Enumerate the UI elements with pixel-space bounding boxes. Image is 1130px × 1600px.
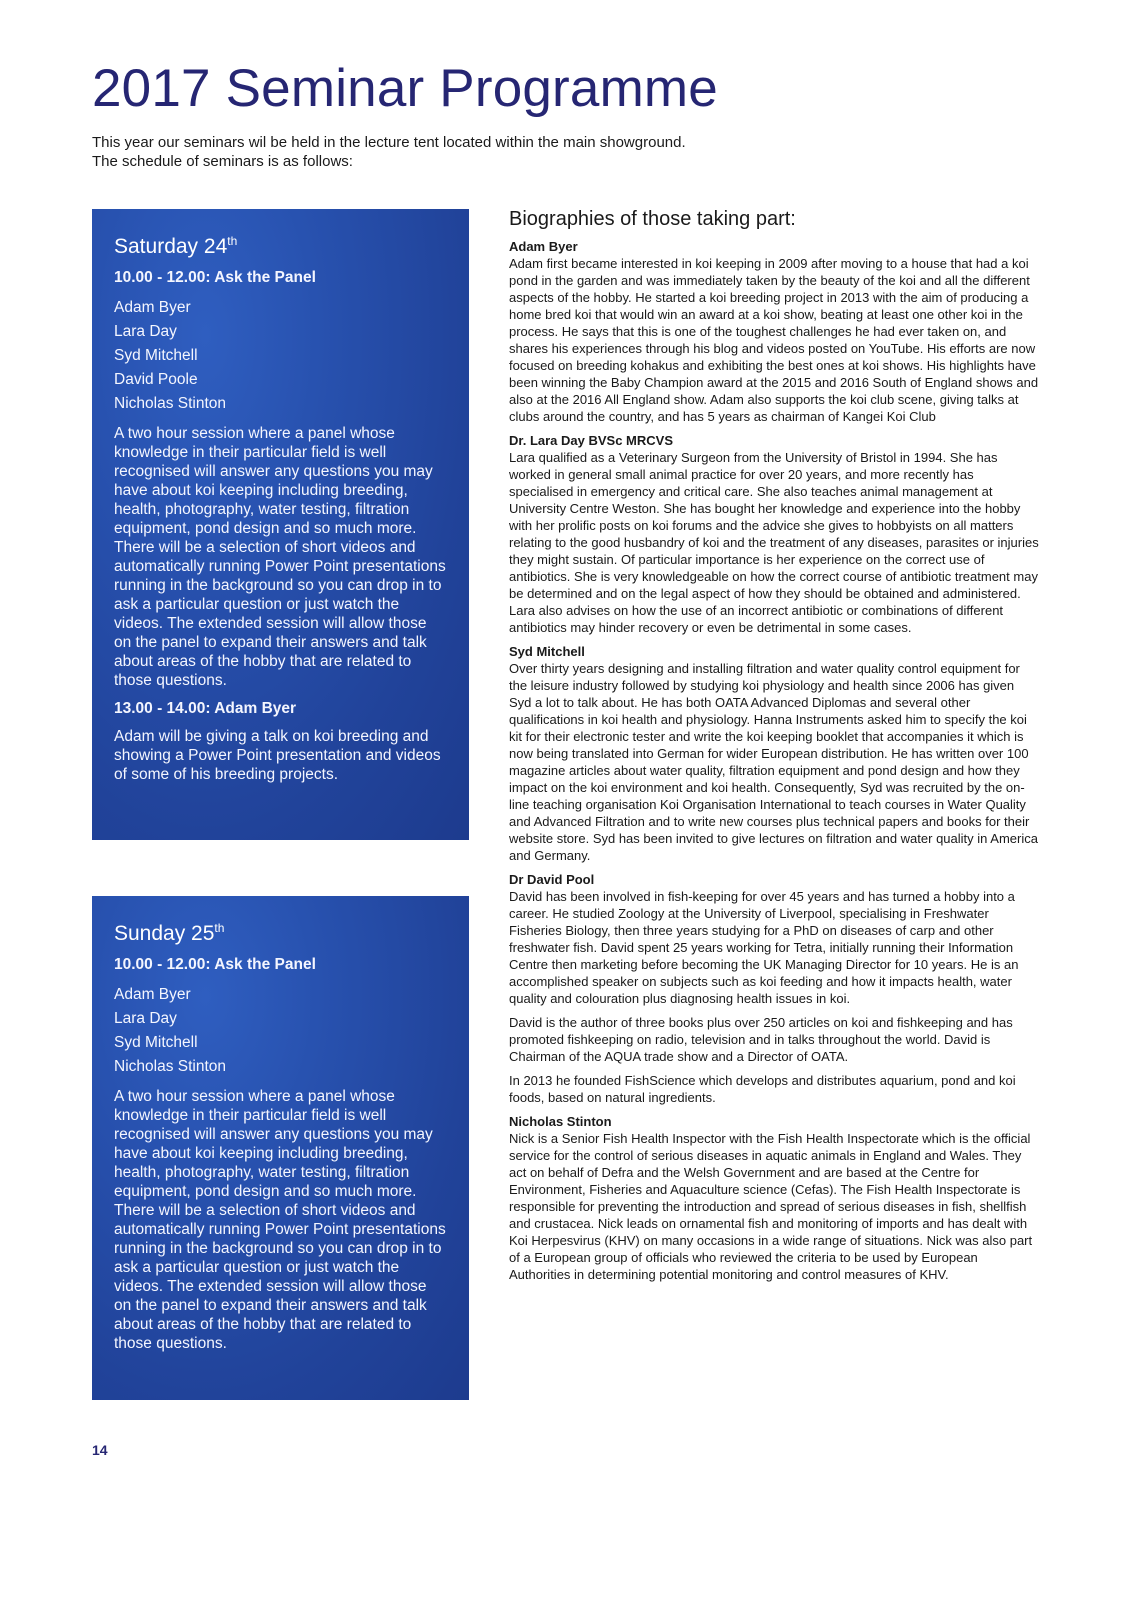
bio-syd-mitchell (509, 643, 1039, 864)
speaker-item: Lara Day (114, 323, 177, 340)
bio-lara-day (509, 432, 1039, 636)
speaker-item: Adam Byer (114, 986, 191, 1003)
intro-line-1: This year our seminars wil be held in the lecture tent located within the main showground. (92, 134, 686, 151)
bio-name: Dr David Pool (509, 872, 595, 887)
speaker-item: Nicholas Stinton (114, 395, 227, 412)
saturday-heading (114, 234, 447, 260)
sunday-session-1-description: A two hour session where a panel whose knowledge in their particular field is well recognised will answer any questions you may have about koi keeping including breeding, health, photography, water testing, filtration equipment, pond design and so much more. There will be a selection of short videos and automatically running Power Point presentations running in the background so you can drop in to ask a particular question or just watch the videos. The extended session will allow those on the panel to expand their answers and talk about areas of the hobby that are related to those questions. (114, 1088, 446, 1352)
saturday-session-1-description: A two hour session where a panel whose knowledge in their particular field is well recognised will answer any questions you may have about koi keeping including breeding, health, photography, water testing, filtration equipment, pond design and so much more. There will be a selection of short videos and automatically running Power Point presentations running in the background so you can drop in to ask a particular question or just watch the videos. The extended session will allow those on the panel to expand their answers and talk about areas of the hobby that are related to those questions. (114, 425, 446, 689)
bio-name: Dr. Lara Day BVSc MRCVS (509, 433, 674, 448)
bio-adam-byer (509, 238, 1039, 425)
speaker-item: Lara Day (114, 1010, 177, 1027)
sunday-schedule-panel (92, 896, 469, 1400)
saturday-session-2-heading: 13.00 - 14.00: Adam Byer (114, 700, 297, 717)
intro-line-2: The schedule of seminars is as follows: (92, 153, 353, 170)
page-title: 2017 Seminar Programme (92, 59, 718, 118)
bio-name: Syd Mitchell (509, 644, 585, 659)
speaker-item: Nicholas Stinton (114, 1058, 227, 1075)
saturday-session-1-heading: 10.00 - 12.00: Ask the Panel (114, 269, 316, 286)
intro-text (92, 133, 892, 171)
sunday-day-suffix: th (214, 921, 225, 935)
bio-text: David has been involved in fish-keeping for over 45 years and has turned a hobby into a career. He studied Zoology at the University of Liverpool, specialising in Freshwater Fisheries Biology, then three years studying for a PhD on diseases of carp and other freshwater fish. David spent 25 years working for Tetra, initially running their Information Centre then marketing before becoming the UK Managing Director for 10 years. He is an accomplished speaker on subjects such as koi feeding and how it impacts health, water quality and colouration plus diagnosing health issues in koi. (509, 889, 1019, 1006)
saturday-day-label: Saturday 24 (114, 235, 228, 258)
bio-text: Nick is a Senior Fish Health Inspector with the Fish Health Inspectorate which is the official service for the control of serious diseases in aquatic animals in England and Wales. They act on behalf of Defra and the Welsh Government and are based at the Centre for Environment, Fisheries and Aquaculture science (Cefas). The Fish Health Inspectorate is responsible for preventing the introduction and spread of serious diseases in fish, shellfish and crustacea. Nick leads on ornamental fish and monitoring of imports and has dealt with Koi Herpesvirus (KHV) on many occasions in a wide range of situations. Nick was also part of a European group of officials who reviewed the criteria to be used by European Authorities in determining potential monitoring and control measures of KHV. (509, 1131, 1033, 1282)
saturday-schedule-panel (92, 209, 469, 840)
bio-text: Over thirty years designing and installing filtration and water quality control equipment for the leisure industry followed by studying koi physiology and health since 2006 has given Syd a lot to talk about. He has both OATA Advanced Diplomas and several other qualifications in koi health and physiology. Hanna Instruments asked him to specify the koi kit for their electronic tester and write the koi keeping booklet that accompanies it which is now being translated into German for wider European distribution. He has written over 100 magazine articles about water quality, filtration equipment and pond design and how they impact on the koi environment and koi health. Consequently, Syd was recruited by the on-line teaching organisation Koi Organisation International to teach courses in Water Quality and Advanced Filtration and to write new courses plus technical papers and books for their website store. Syd has been invited to give lectures on filtration and water quality in America and Germany. (509, 661, 1038, 863)
biographies-heading: Biographies of those taking part: (509, 208, 796, 230)
speaker-item: Syd Mitchell (114, 347, 198, 364)
biographies-section (509, 206, 1039, 1290)
bio-nicholas-stinton (509, 1113, 1039, 1283)
bio-text: Adam first became interested in koi keeping in 2009 after moving to a house that had a koi pond in the garden and was immediately taken by the beauty of the koi and all the different aspects of the hobby. He started a koi breeding project in 2013 with the aim of producing a home bred koi that would win an award at a koi show, beating at least one other koi in the process. He says that this is one of the toughest challenges he had ever taken on, and shares his experiences through his blog and videos posted on YouTube. His efforts are now focused on breeding kohakus and exhibiting the best ones at koi shows. His highlights have been winning the Baby Champion award at the 2015 and 2016 South of England shows and also at the 2016 All England show. Adam also supports the koi club scene, giving talks at clubs around the country, and has 5 years as chairman of Kangei Koi Club (509, 256, 1039, 424)
speaker-item: David Poole (114, 371, 198, 388)
sunday-speaker-list (114, 983, 447, 1079)
speaker-item: Syd Mitchell (114, 1034, 198, 1051)
bio-text: In 2013 he founded FishScience which develops and distributes aquarium, pond and koi foods, based on natural ingredients. (509, 1073, 1016, 1105)
sunday-heading (114, 921, 447, 947)
saturday-session-2-description: Adam will be giving a talk on koi breeding and showing a Power Point presentation and videos of some of his breeding projects. (114, 728, 441, 783)
bio-name: Nicholas Stinton (509, 1114, 612, 1129)
page-number: 14 (92, 1442, 108, 1458)
bio-name: Adam Byer (509, 239, 578, 254)
bio-text: David is the author of three books plus over 250 articles on koi and fishkeeping and has promoted fishkeeping on radio, television and in talks throughout the world. David is Chairman of the AQUA trade show and a Director of OATA. (509, 1015, 1013, 1064)
saturday-speaker-list (114, 296, 447, 416)
saturday-day-suffix: th (227, 234, 238, 248)
bio-text: Lara qualified as a Veterinary Surgeon from the University of Bristol in 1994. She has worked in general small animal practice for over 20 years, and more recently has specialised in emergency and critical care. She also teaches animal management at University Centre Weston. She has bought her knowledge and experience into the hobby with her prolific posts on koi forums and the advice she gives to hobbyists on all matters relating to the good husbandry of koi and the treatment of any diseases, parasites or injuries they might sustain. Of particular importance is her experience on the correct use of antibiotics. She is very knowledgeable on how the correct course of antibiotic treatment may be determined and on the legal aspect of how they should be obtained and administered. Lara also advises on how the use of an incorrect antibiotic or combinations of different antibiotics may hinder recovery or even be detrimental in some cases. (509, 450, 1039, 635)
sunday-session-1-heading: 10.00 - 12.00: Ask the Panel (114, 956, 316, 973)
sunday-day-label: Sunday 25 (114, 922, 215, 945)
bio-david-pool (509, 871, 1039, 1106)
speaker-item: Adam Byer (114, 299, 191, 316)
